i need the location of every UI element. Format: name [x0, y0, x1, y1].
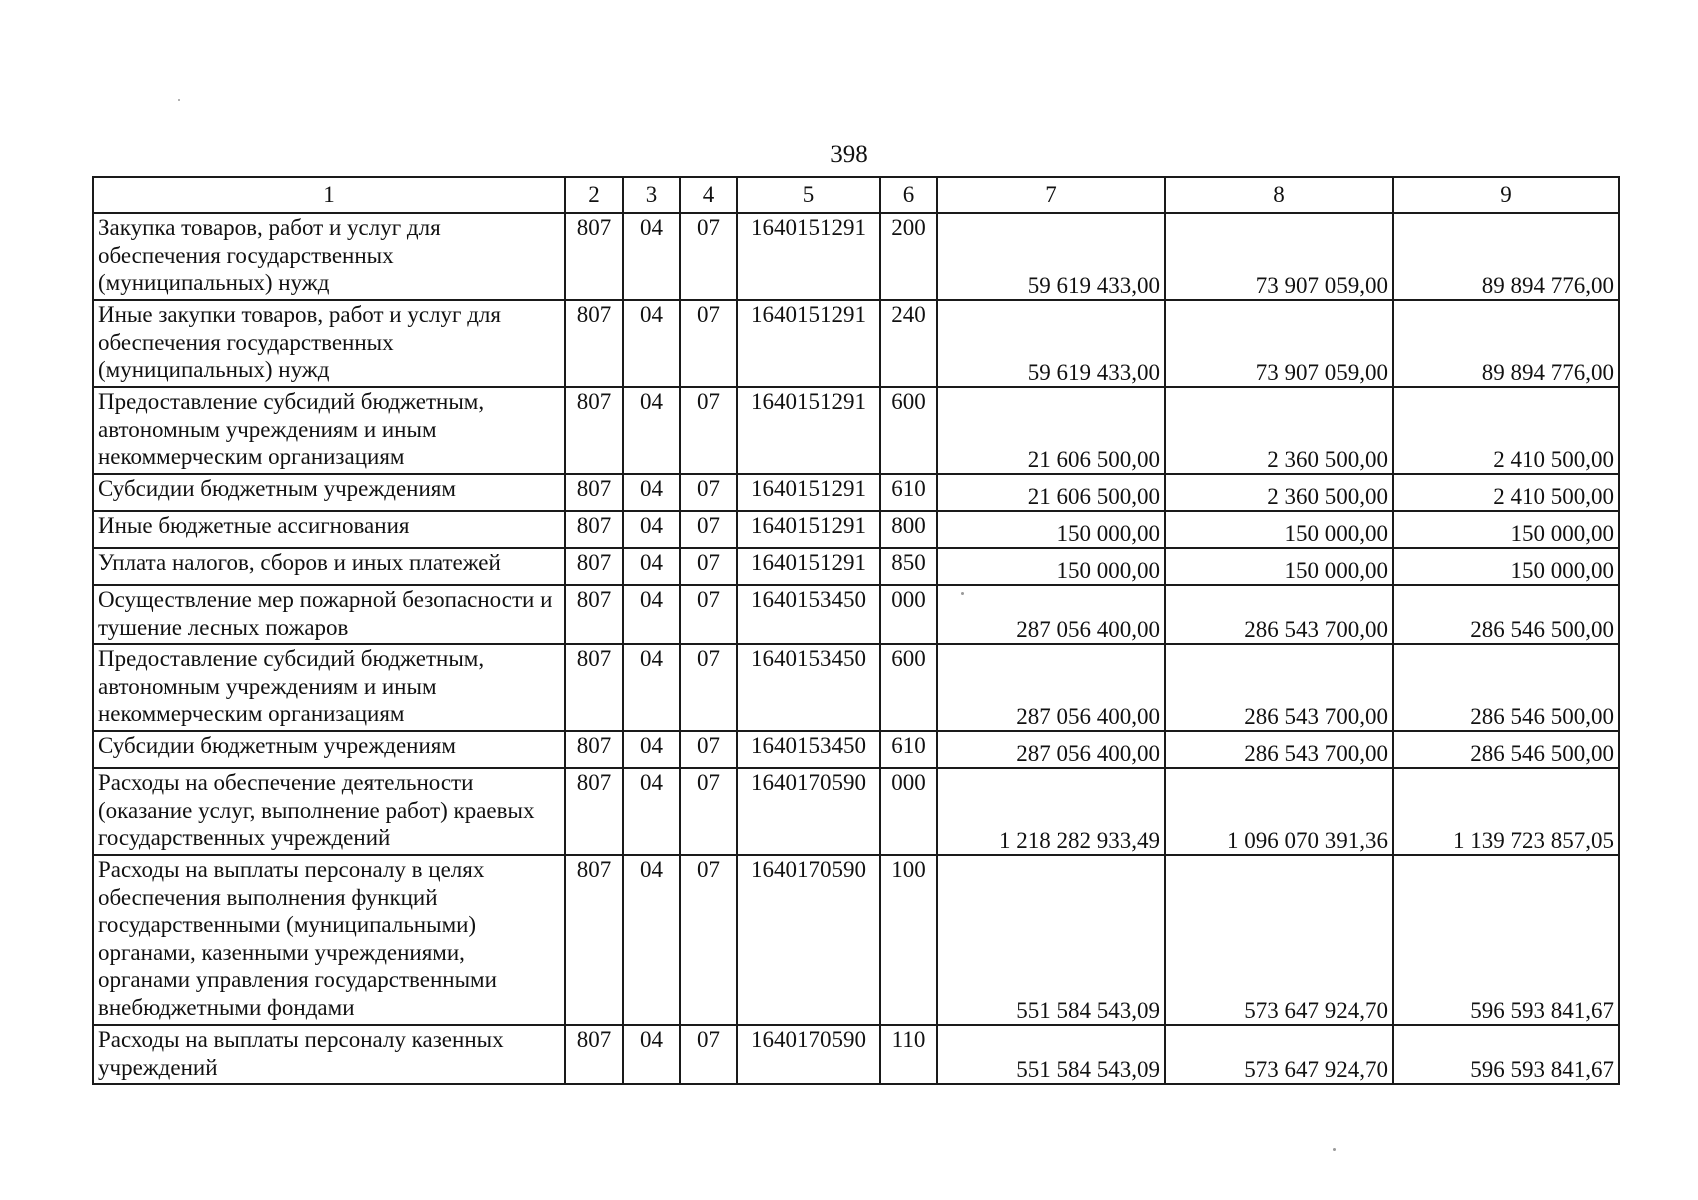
- amount-col-7: 287 056 400,00: [937, 731, 1165, 768]
- table-row: [93, 548, 1619, 585]
- code-target-article: 1640151291: [737, 387, 880, 474]
- code-chapter: 807: [565, 511, 623, 548]
- code-target-article: 1640153450: [737, 585, 880, 644]
- code-expense-type: 000: [880, 585, 937, 644]
- row-description: Иные закупки товаров, работ и услуг для обеспечения государственных (муниципальных) нужд: [93, 300, 565, 387]
- row-description: Расходы на выплаты персоналу в целях обеспечения выполнения функций государственными (муниципальными) органами, казенными учреждениями, органами управления государственными внебюджетными фондами: [93, 855, 565, 1025]
- amount-col-9: 89 894 776,00: [1393, 213, 1619, 300]
- row-description: Предоставление субсидий бюджетным, автономным учреждениям и иным некоммерческим организациям: [93, 387, 565, 474]
- amount-col-7: 150 000,00: [937, 548, 1165, 585]
- code-subsection: 07: [680, 548, 737, 585]
- code-section: 04: [623, 855, 680, 1025]
- code-subsection: 07: [680, 768, 737, 855]
- header-col-7: 7: [937, 177, 1165, 213]
- amount-col-8: 73 907 059,00: [1165, 213, 1393, 300]
- table-body: [93, 213, 1619, 1084]
- header-col-5: 5: [737, 177, 880, 213]
- code-expense-type: 610: [880, 474, 937, 511]
- code-subsection: 07: [680, 644, 737, 731]
- amount-col-9: 1 139 723 857,05: [1393, 768, 1619, 855]
- amount-col-9: 596 593 841,67: [1393, 855, 1619, 1025]
- table-row: [93, 213, 1619, 300]
- code-section: 04: [623, 585, 680, 644]
- table-row: [93, 511, 1619, 548]
- code-expense-type: 110: [880, 1025, 937, 1084]
- row-description: Расходы на выплаты персоналу казенных учреждений: [93, 1025, 565, 1084]
- amount-col-8: 2 360 500,00: [1165, 474, 1393, 511]
- amount-col-8: 573 647 924,70: [1165, 855, 1393, 1025]
- amount-col-8: 286 543 700,00: [1165, 644, 1393, 731]
- code-chapter: 807: [565, 731, 623, 768]
- header-col-4: 4: [680, 177, 737, 213]
- header-col-8: 8: [1165, 177, 1393, 213]
- code-expense-type: 600: [880, 387, 937, 474]
- code-subsection: 07: [680, 1025, 737, 1084]
- amount-col-8: 573 647 924,70: [1165, 1025, 1393, 1084]
- header-col-1: 1: [93, 177, 565, 213]
- code-subsection: 07: [680, 855, 737, 1025]
- amount-col-7: 551 584 543,09: [937, 855, 1165, 1025]
- code-subsection: 07: [680, 585, 737, 644]
- table-row: [93, 1025, 1619, 1084]
- row-description: Иные бюджетные ассигнования: [93, 511, 565, 548]
- table-row: [93, 731, 1619, 768]
- code-subsection: 07: [680, 213, 737, 300]
- code-subsection: 07: [680, 474, 737, 511]
- header-col-6: 6: [880, 177, 937, 213]
- row-description: Предоставление субсидий бюджетным, автономным учреждениям и иным некоммерческим организациям: [93, 644, 565, 731]
- code-target-article: 1640151291: [737, 474, 880, 511]
- amount-col-8: 150 000,00: [1165, 548, 1393, 585]
- amount-col-8: 286 543 700,00: [1165, 731, 1393, 768]
- code-target-article: 1640170590: [737, 768, 880, 855]
- code-chapter: 807: [565, 387, 623, 474]
- code-section: 04: [623, 731, 680, 768]
- code-chapter: 807: [565, 1025, 623, 1084]
- code-target-article: 1640151291: [737, 548, 880, 585]
- code-expense-type: 800: [880, 511, 937, 548]
- table-row: [93, 855, 1619, 1025]
- table-row: [93, 300, 1619, 387]
- code-expense-type: 600: [880, 644, 937, 731]
- table-row: [93, 768, 1619, 855]
- code-chapter: 807: [565, 768, 623, 855]
- code-target-article: 1640170590: [737, 1025, 880, 1084]
- amount-col-9: 2 410 500,00: [1393, 387, 1619, 474]
- code-chapter: 807: [565, 474, 623, 511]
- code-expense-type: 000: [880, 768, 937, 855]
- table-row: [93, 644, 1619, 731]
- amount-col-7: 1 218 282 933,49: [937, 768, 1165, 855]
- code-chapter: 807: [565, 548, 623, 585]
- code-expense-type: 200: [880, 213, 937, 300]
- header-row: [93, 177, 1619, 213]
- code-subsection: 07: [680, 387, 737, 474]
- code-expense-type: 850: [880, 548, 937, 585]
- code-section: 04: [623, 387, 680, 474]
- amount-col-8: 150 000,00: [1165, 511, 1393, 548]
- page-number: 398: [830, 141, 868, 168]
- code-subsection: 07: [680, 511, 737, 548]
- code-chapter: 807: [565, 644, 623, 731]
- amount-col-9: 596 593 841,67: [1393, 1025, 1619, 1084]
- header-col-3: 3: [623, 177, 680, 213]
- code-chapter: 807: [565, 300, 623, 387]
- scan-speck: [1333, 1148, 1336, 1151]
- amount-col-9: 2 410 500,00: [1393, 474, 1619, 511]
- code-expense-type: 100: [880, 855, 937, 1025]
- header-col-9: 9: [1393, 177, 1619, 213]
- code-section: 04: [623, 1025, 680, 1084]
- code-target-article: 1640151291: [737, 511, 880, 548]
- code-chapter: 807: [565, 855, 623, 1025]
- amount-col-9: 89 894 776,00: [1393, 300, 1619, 387]
- amount-col-9: 150 000,00: [1393, 548, 1619, 585]
- amount-col-9: 286 546 500,00: [1393, 644, 1619, 731]
- amount-col-9: 286 546 500,00: [1393, 585, 1619, 644]
- scan-speck: [178, 99, 180, 101]
- amount-col-9: 150 000,00: [1393, 511, 1619, 548]
- code-section: 04: [623, 213, 680, 300]
- code-section: 04: [623, 548, 680, 585]
- row-description: Субсидии бюджетным учреждениям: [93, 474, 565, 511]
- code-section: 04: [623, 644, 680, 731]
- amount-col-8: 286 543 700,00: [1165, 585, 1393, 644]
- code-section: 04: [623, 300, 680, 387]
- code-subsection: 07: [680, 731, 737, 768]
- code-section: 04: [623, 768, 680, 855]
- amount-col-9: 286 546 500,00: [1393, 731, 1619, 768]
- table-header: [93, 177, 1619, 213]
- scan-speck: [961, 592, 964, 595]
- amount-col-7: 59 619 433,00: [937, 213, 1165, 300]
- row-description: Субсидии бюджетным учреждениям: [93, 731, 565, 768]
- code-target-article: 1640170590: [737, 855, 880, 1025]
- code-section: 04: [623, 474, 680, 511]
- row-description: Закупка товаров, работ и услуг для обеспечения государственных (муниципальных) нужд: [93, 213, 565, 300]
- amount-col-8: 73 907 059,00: [1165, 300, 1393, 387]
- code-expense-type: 610: [880, 731, 937, 768]
- row-description: Уплата налогов, сборов и иных платежей: [93, 548, 565, 585]
- code-target-article: 1640153450: [737, 731, 880, 768]
- amount-col-7: 287 056 400,00: [937, 644, 1165, 731]
- code-chapter: 807: [565, 213, 623, 300]
- amount-col-7: 150 000,00: [937, 511, 1165, 548]
- table-row: [93, 474, 1619, 511]
- code-target-article: 1640153450: [737, 644, 880, 731]
- code-target-article: 1640151291: [737, 300, 880, 387]
- amount-col-7: 21 606 500,00: [937, 474, 1165, 511]
- code-section: 04: [623, 511, 680, 548]
- table-row: [93, 387, 1619, 474]
- code-chapter: 807: [565, 585, 623, 644]
- header-col-2: 2: [565, 177, 623, 213]
- table-row: [93, 585, 1619, 644]
- amount-col-7: 551 584 543,09: [937, 1025, 1165, 1084]
- amount-col-7: 59 619 433,00: [937, 300, 1165, 387]
- amount-col-8: 2 360 500,00: [1165, 387, 1393, 474]
- amount-col-8: 1 096 070 391,36: [1165, 768, 1393, 855]
- row-description: Осуществление мер пожарной безопасности и тушение лесных пожаров: [93, 585, 565, 644]
- amount-col-7: 21 606 500,00: [937, 387, 1165, 474]
- budget-table: [92, 176, 1620, 1085]
- row-description: Расходы на обеспечение деятельности (оказание услуг, выполнение работ) краевых государственных учреждений: [93, 768, 565, 855]
- code-expense-type: 240: [880, 300, 937, 387]
- code-target-article: 1640151291: [737, 213, 880, 300]
- code-subsection: 07: [680, 300, 737, 387]
- amount-col-7: 287 056 400,00: [937, 585, 1165, 644]
